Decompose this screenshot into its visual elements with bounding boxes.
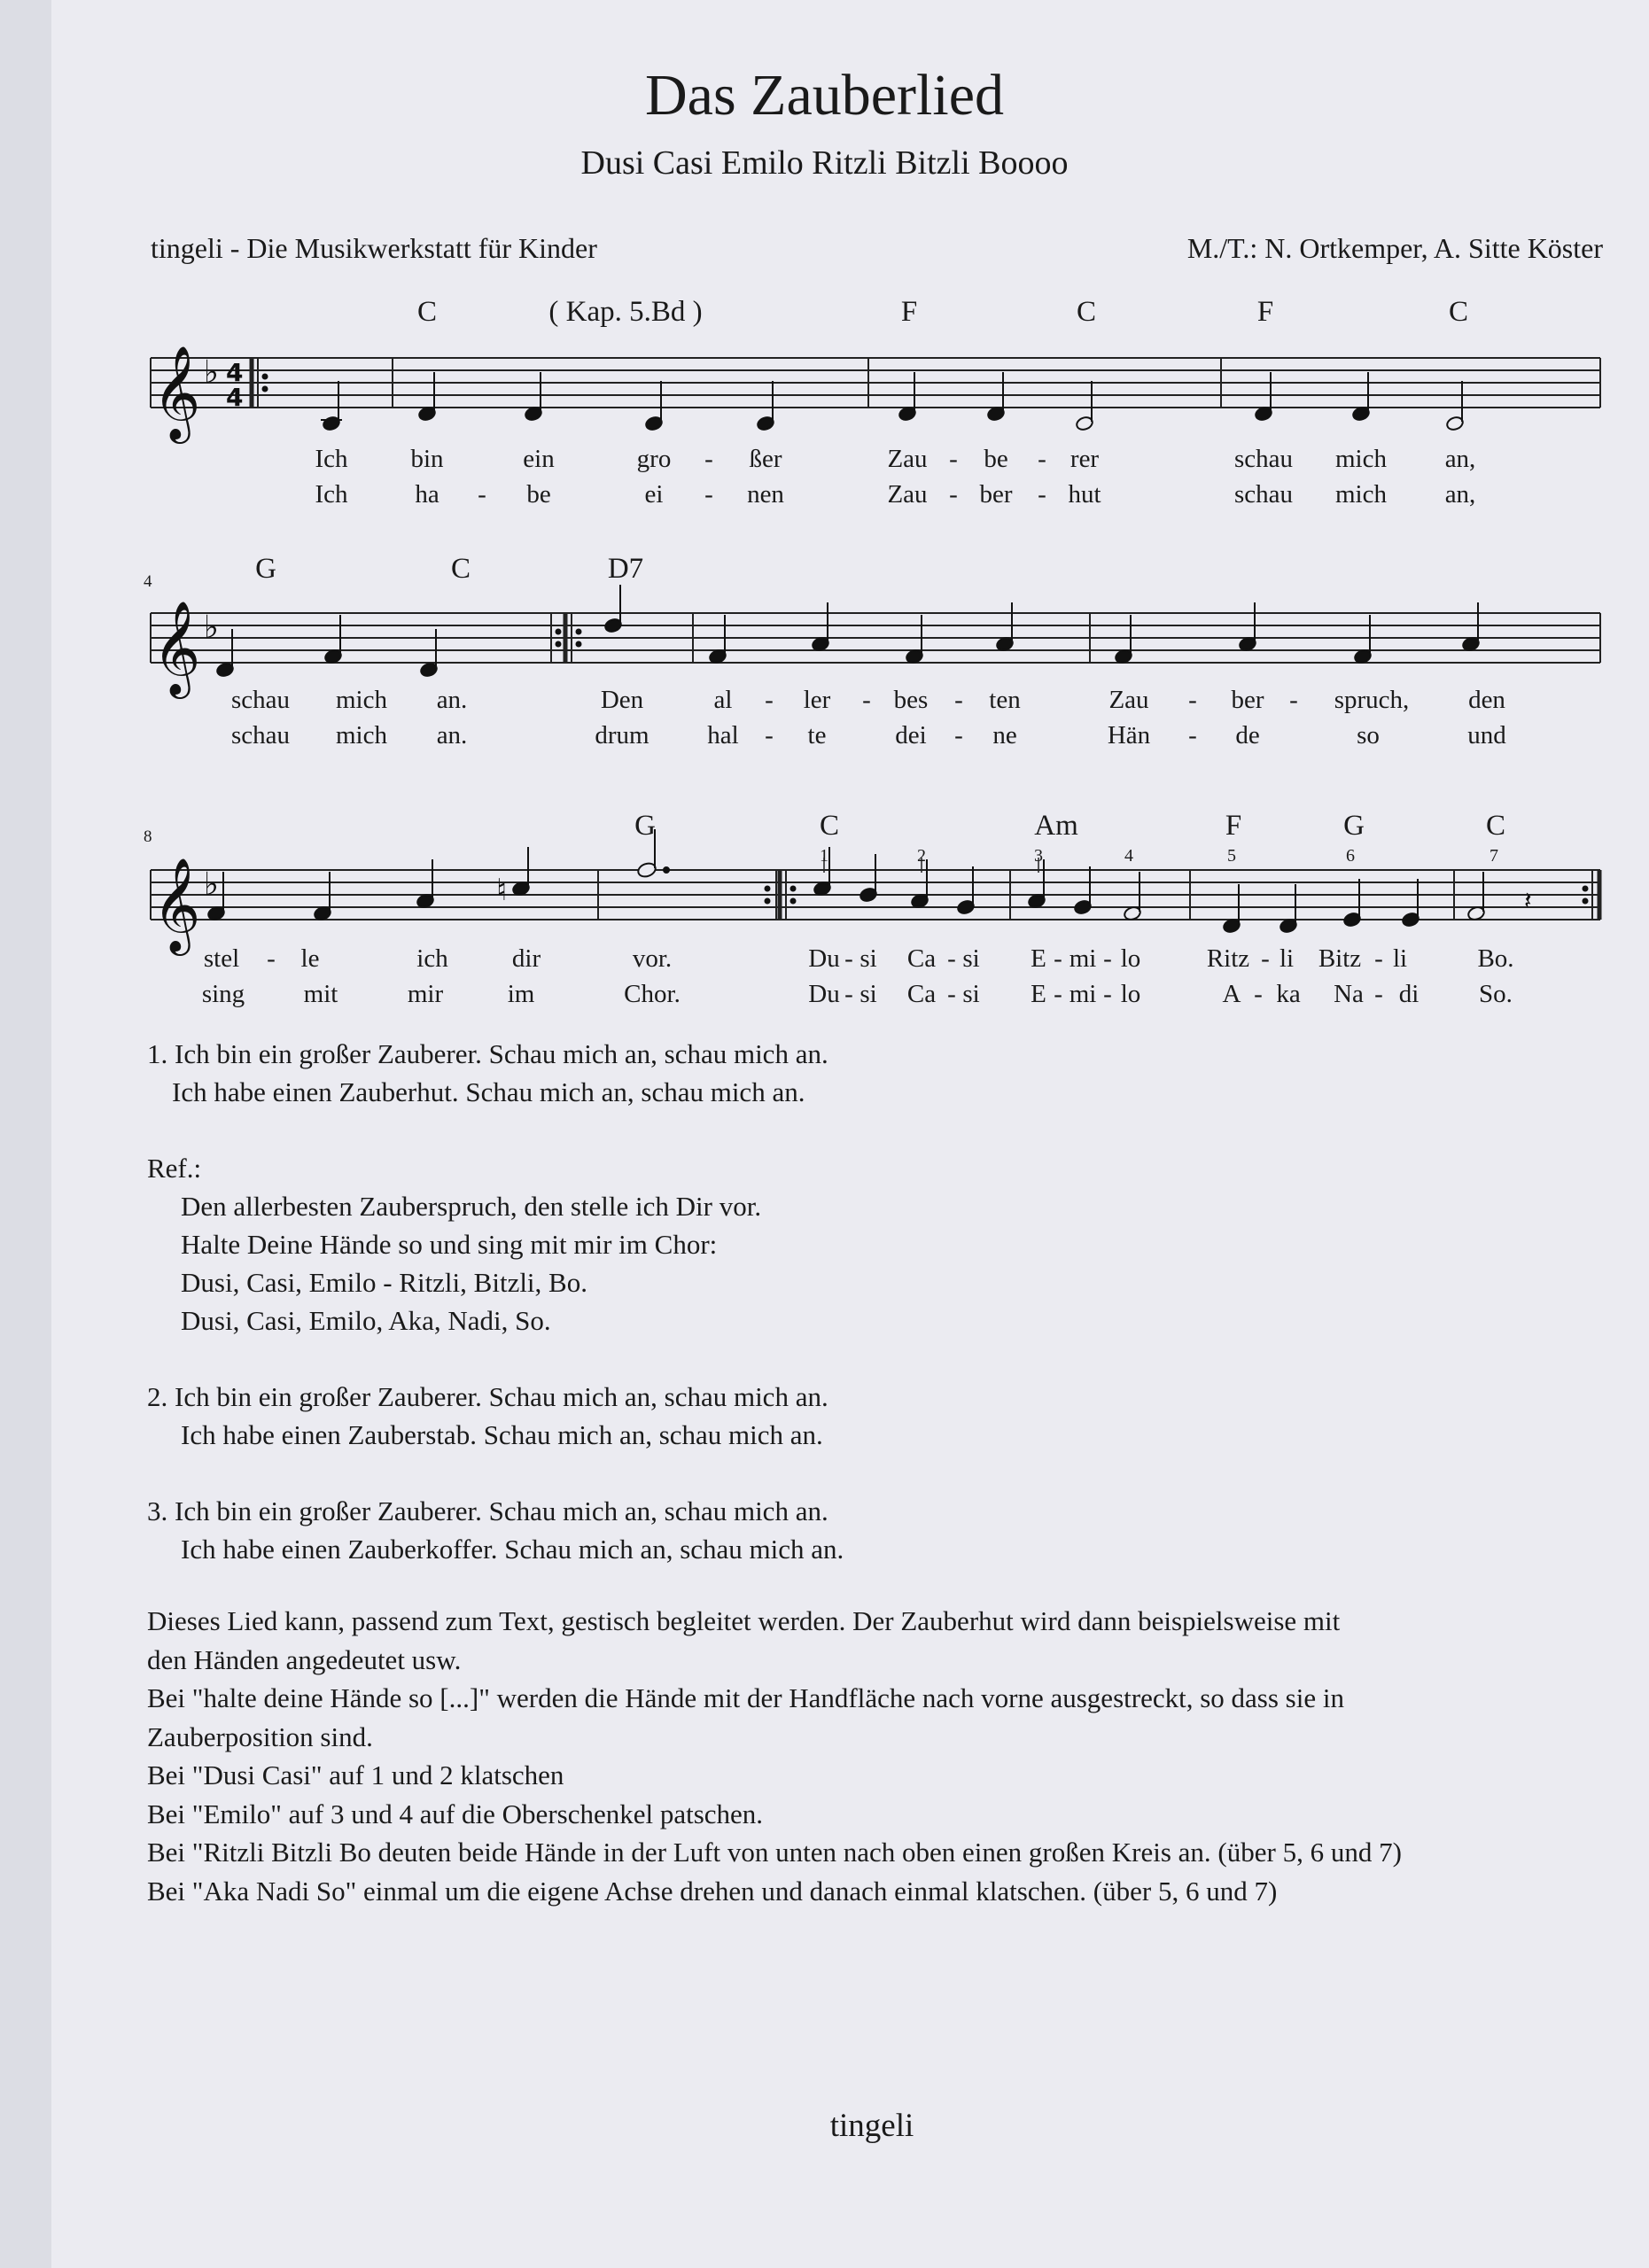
refrain-line: Dusi, Casi, Emilo - Ritzli, Bitzli, Bo. (181, 1267, 587, 1298)
gesture-count: 2 (917, 846, 926, 866)
lyrics-text (147, 1035, 844, 1568)
lyric: Zau (887, 445, 928, 473)
lyric: an. (436, 686, 468, 714)
lyric: - (1289, 686, 1298, 714)
note-line: Bei "Ritzli Bitzli Bo deuten beide Hände in der Luft von unten nach oben einen großen Kreis an. (über 5, 6 und 7) (147, 1837, 1402, 1868)
lyric: im (507, 980, 535, 1008)
lyric: - (1261, 944, 1270, 973)
staff-system-2 (151, 613, 1600, 663)
lyric: de (1235, 721, 1260, 750)
lyric: - (949, 480, 958, 509)
lyric: schau (230, 686, 291, 714)
lyric: Zau (887, 480, 928, 509)
lyric: al (713, 686, 733, 714)
lyric: - (947, 980, 956, 1008)
lyric: ein (523, 445, 555, 473)
flat-icon: ♭ (204, 866, 219, 903)
flat-icon: ♭ (204, 354, 219, 391)
lyric: vor. (632, 944, 673, 973)
lyric: be (984, 445, 1008, 473)
lyric: an, (1444, 445, 1476, 473)
flat-icon: ♭ (204, 610, 219, 646)
staff-system-1 (151, 358, 1600, 408)
lyric: ber (1231, 686, 1264, 714)
lyric: und (1467, 721, 1506, 750)
lyric: - (844, 980, 853, 1008)
note-line: Bei "Aka Nadi So" einmal um die eigene Achse drehen und danach einmal klatschen. (über 5, 6 und 7) (147, 1875, 1278, 1907)
lyric: mir (407, 980, 444, 1008)
song-subtitle: Dusi Casi Emilo Ritzli Bitzli Boooo (580, 144, 1069, 182)
lyric: - (1374, 944, 1383, 973)
lyric: bes (893, 686, 929, 714)
natural-icon: ♮ (496, 873, 508, 908)
lyric: ha (415, 480, 439, 509)
chord: G (634, 810, 656, 842)
lyric: lo (1120, 980, 1141, 1008)
gesture-count: 1 (820, 846, 828, 866)
lyric: ler (803, 686, 831, 714)
lyric: so (1357, 721, 1380, 750)
lyric: - (1188, 721, 1197, 750)
lyric: an. (436, 721, 468, 750)
chord: C (416, 296, 438, 328)
gesture-count: 7 (1490, 846, 1498, 866)
lyric: nen (747, 480, 784, 509)
time-signature: 4 (226, 358, 244, 387)
lyric: Bo. (1477, 944, 1514, 973)
lyric: ten (989, 686, 1021, 714)
chord: C (1076, 296, 1097, 328)
verse-3-line-1: 3. Ich bin ein großer Zauberer. Schau mich an, schau mich an. (147, 1495, 828, 1526)
lyric: ei (644, 480, 664, 509)
lyric: - (947, 944, 956, 973)
lyric: - (949, 445, 958, 473)
verse-2-line-2: Ich habe einen Zauberstab. Schau mich an, schau mich an. (181, 1419, 823, 1450)
measure-number: 8 (144, 827, 152, 846)
note-line: den Händen angedeutet usw. (147, 1643, 462, 1675)
lyric: dei (895, 721, 927, 750)
lyric: E (1031, 944, 1046, 973)
lyric: mi (1069, 944, 1097, 973)
lyric: gro (636, 445, 672, 473)
lyric: - (1054, 980, 1062, 1008)
gesture-count: 3 (1034, 846, 1043, 866)
lyric: li (1392, 944, 1408, 973)
chord: D7 (607, 553, 644, 585)
gesture-notes (147, 1602, 1618, 1910)
lyric: - (267, 944, 276, 973)
lyric: schau (230, 721, 291, 750)
lyric: si (962, 980, 980, 1008)
lyric: si (962, 944, 980, 973)
chord: G (1343, 810, 1365, 842)
lyric: A (1222, 980, 1241, 1008)
lyric: ka (1276, 980, 1301, 1008)
lyric: mi (1069, 980, 1097, 1008)
verse-3-line-2: Ich habe einen Zauberkoffer. Schau mich an, schau mich an. (181, 1534, 844, 1565)
lyric: Ich (315, 445, 348, 473)
verse-2-line-1: 2. Ich bin ein großer Zauberer. Schau mich an, schau mich an. (147, 1381, 828, 1412)
lyric: hut (1068, 480, 1101, 509)
lyric: - (954, 721, 963, 750)
lyric: - (704, 445, 713, 473)
refrain-label: Ref.: (147, 1153, 202, 1184)
lyric: Na (1334, 980, 1364, 1008)
chord: Am (1034, 810, 1078, 842)
lyric: schau (1233, 480, 1294, 509)
lyric: si (860, 944, 877, 973)
lyric: be (526, 480, 551, 509)
treble-clef-icon: 𝄞 (152, 857, 201, 951)
lyric: Zau (1108, 686, 1149, 714)
lyric: le (300, 944, 320, 973)
lyric: stel (203, 944, 240, 973)
lyric: - (1103, 980, 1112, 1008)
lyric: mich (1335, 480, 1387, 509)
capo-note: ( Kap. 5.Bd ) (548, 296, 703, 328)
note-line: Dieses Lied kann, passend zum Text, gestisch begleitet werden. Der Zauberhut wird dann beispielsweise mit (147, 1605, 1341, 1636)
lyric: - (1374, 980, 1383, 1008)
lyric: - (1054, 944, 1062, 973)
lyric: li (1279, 944, 1295, 973)
footer: tingeli (829, 2108, 914, 2144)
lyric: So. (1479, 980, 1513, 1008)
lyric: - (765, 686, 774, 714)
lyric: di (1398, 980, 1420, 1008)
lyric: den (1468, 686, 1505, 714)
verse-1-line-2: Ich habe einen Zauberhut. Schau mich an, schau mich an. (172, 1076, 805, 1107)
quarter-rest-icon: 𝄽 (1524, 886, 1532, 915)
gesture-count: 5 (1227, 846, 1236, 866)
chord: G (255, 553, 276, 585)
chord: C (819, 810, 840, 842)
gesture-count: 6 (1346, 846, 1355, 866)
chord: F (1256, 296, 1274, 328)
note-line: Bei "halte deine Hände so [...]" werden die Hände mit der Handfläche nach vorne ausgestreckt, so dass sie in (147, 1682, 1344, 1713)
lyric: Du (808, 944, 840, 973)
refrain-line: Halte Deine Hände so und sing mit mir im Chor: (181, 1229, 718, 1260)
lyric: an, (1444, 480, 1476, 509)
lyric: mich (1335, 445, 1387, 473)
lyric: Ca (906, 980, 937, 1008)
lyric: - (1038, 445, 1046, 473)
lyric: drum (595, 721, 649, 750)
note-line: Bei "Emilo" auf 3 und 4 auf die Oberschenkel patschen. (147, 1798, 764, 1829)
lyric: ber (979, 480, 1013, 509)
gesture-count: 4 (1124, 846, 1133, 866)
chord: C (450, 553, 471, 585)
lyric: lo (1120, 944, 1141, 973)
lyric: mich (336, 721, 387, 750)
credits: M./T.: N. Ortkemper, A. Sitte Köster (1186, 232, 1603, 264)
lyric: E (1031, 980, 1046, 1008)
treble-clef-icon: 𝄞 (152, 345, 201, 439)
lyric: te (807, 721, 827, 750)
song-title: Das Zauberlied (645, 63, 1004, 128)
svg-text:4: 4 (226, 383, 244, 412)
lyric: - (862, 686, 871, 714)
lyric: spruch, (1334, 686, 1410, 714)
lyric: Du (808, 980, 840, 1008)
treble-clef-icon: 𝄞 (152, 600, 201, 695)
lyric: - (1038, 480, 1046, 509)
lyric: si (860, 980, 877, 1008)
lyric: mit (303, 980, 338, 1008)
lyric: - (1103, 944, 1112, 973)
lyric: Hän (1107, 721, 1151, 750)
chord: F (900, 296, 918, 328)
lyric: dir (511, 944, 541, 973)
lyric: Ca (906, 944, 937, 973)
measure-number: 4 (144, 572, 152, 591)
lyric: sing (201, 980, 245, 1008)
lyric: - (1188, 686, 1197, 714)
lyric: ne (992, 721, 1017, 750)
lyric: mich (336, 686, 387, 714)
lyric: - (844, 944, 853, 973)
chord: C (1448, 296, 1469, 328)
chord: C (1485, 810, 1506, 842)
lyric: bin (410, 445, 444, 473)
sheet-music (0, 0, 1649, 1028)
lyric: - (478, 480, 486, 509)
publisher: tingeli - Die Musikwerkstatt für Kinder (151, 232, 597, 264)
lyric: hal (707, 721, 739, 750)
lyric: Bitz (1318, 944, 1362, 973)
refrain-line: Dusi, Casi, Emilo, Aka, Nadi, So. (181, 1305, 551, 1336)
lyric: schau (1233, 445, 1294, 473)
lyric: - (704, 480, 713, 509)
note-line: Zauberposition sind. (147, 1720, 373, 1752)
lyric: Den (600, 686, 644, 714)
lyric: Ritz (1206, 944, 1250, 973)
lyric: Ich (315, 480, 348, 509)
lyric: - (765, 721, 774, 750)
lyric: ßer (749, 445, 782, 473)
lyric: - (1254, 980, 1263, 1008)
note-line: Bei "Dusi Casi" auf 1 und 2 klatschen (147, 1759, 564, 1790)
lyric: ich (416, 944, 448, 973)
chord: F (1225, 810, 1242, 842)
lyric: Chor. (624, 980, 681, 1008)
refrain-line: Den allerbesten Zauberspruch, den stelle ich Dir vor. (181, 1191, 762, 1222)
verse-1-line-1: 1. Ich bin ein großer Zauberer. Schau mich an, schau mich an. (147, 1038, 828, 1069)
lyric: rer (1070, 445, 1100, 473)
lyric: - (954, 686, 963, 714)
